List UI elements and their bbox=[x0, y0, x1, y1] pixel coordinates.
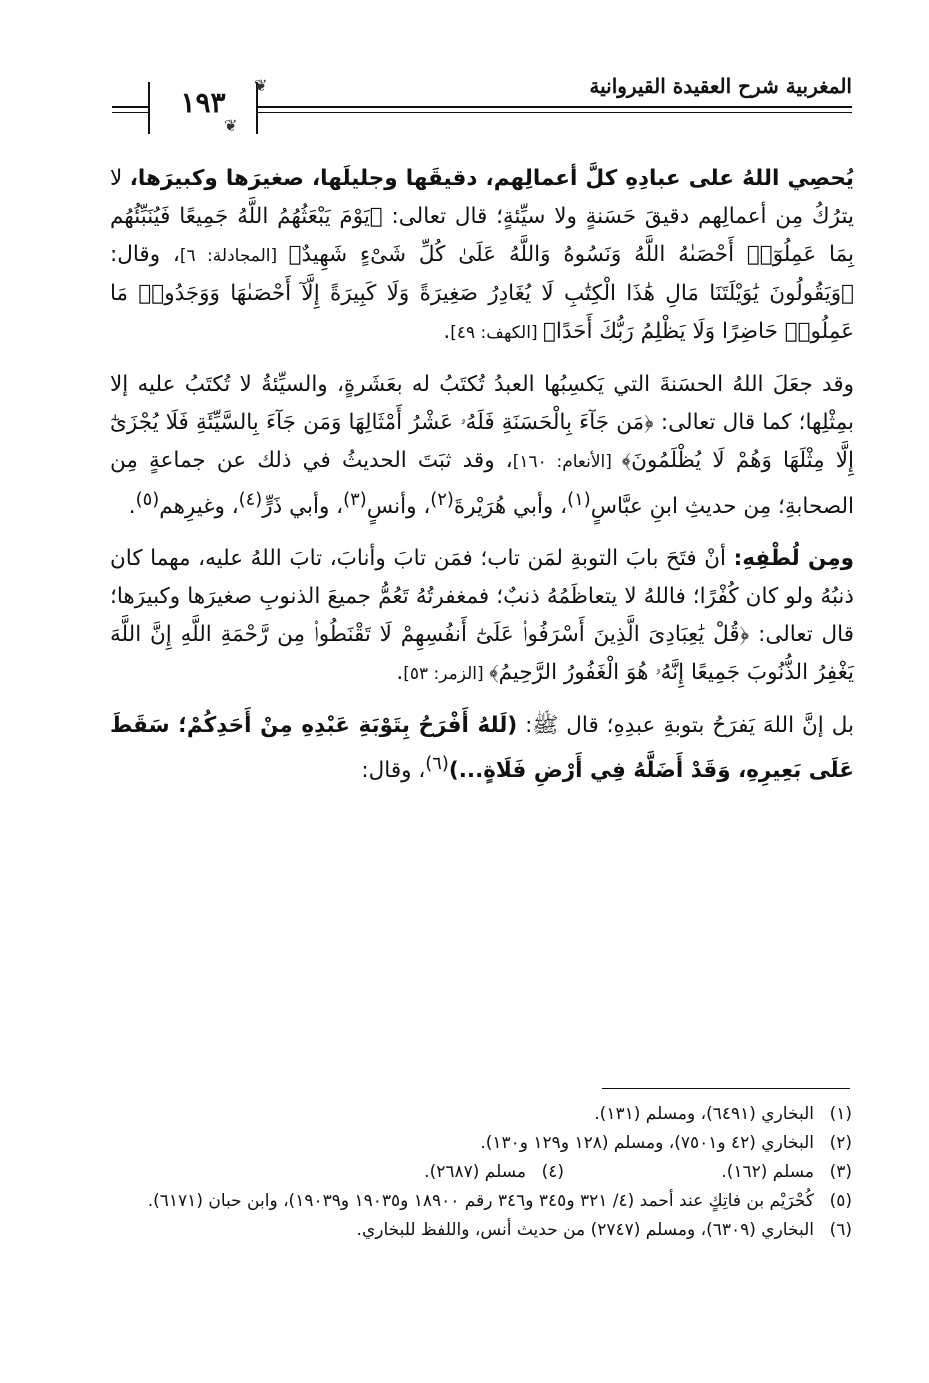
text: ، وأنسٍ bbox=[366, 494, 431, 520]
footnote-marker[interactable]: (٣) bbox=[343, 489, 367, 510]
text: . bbox=[396, 660, 404, 686]
paragraph-3 bbox=[110, 540, 854, 693]
footnote bbox=[110, 1100, 852, 1129]
ornament-icon: ❦ bbox=[254, 76, 268, 95]
footnote-number: (٦) bbox=[829, 1220, 852, 1240]
text: ، وأبي ذَرٍّ bbox=[262, 494, 344, 520]
verse-reference: [الأنعام: ١٦٠] bbox=[512, 452, 622, 472]
text: بل إنَّ اللهَ يَفرَحُ بتوبةِ عبدِهِ؛ قال ﷺ: bbox=[517, 713, 854, 739]
text: . bbox=[443, 319, 451, 344]
footnote bbox=[110, 1158, 852, 1187]
text: ، وقال: bbox=[110, 242, 180, 267]
quran-verse: ﴿مَن جَآءَ بِالْحَسَنَةِ فَلَهُۥ عَشْرُ أَمْثَالِهَا وَمَن جَآءَ بِالسَّيِّئَةِ فَلَا يُجْزَىٰٓ إِلَّا مِثْلَهَا وَهُمْ لَا يُظْلَمُونَ﴾ bbox=[110, 410, 854, 473]
text: ، وغيرِهم bbox=[159, 494, 239, 520]
ornament-icon: ❦ bbox=[224, 116, 238, 135]
main-text bbox=[110, 160, 854, 790]
footnotes bbox=[110, 1100, 852, 1245]
footnote-marker[interactable]: (٦) bbox=[425, 753, 449, 775]
page-number: ١٩٣ bbox=[180, 86, 226, 119]
text: وقد جعَلَ اللهُ الحسَنةَ التي يَكسِبُها العبدُ تُكتَبُ له بعَشَرةٍ، والسيِّئةُ لا تُكتَبُ عليه إلا بمِثْلِها؛ كما قال تعالى: bbox=[110, 372, 854, 435]
text: ، وأبي هُرَيْرةَ bbox=[453, 494, 568, 520]
footnote-separator bbox=[602, 1088, 850, 1089]
page-header bbox=[112, 76, 852, 136]
quran-verse: ﴿قُلْ يَٰعِبَادِىَ الَّذِينَ أَسْرَفُوا۟ عَلَىٰٓ أَنفُسِهِمْ لَا تَقْنَطُوا۟ مِن رَّحْمَةِ اللَّهِ إِنَّ اللَّهَ يَغْفِرُ الذُّنُوبَ جَمِيعًا إِنَّهُۥ هُوَ الْغَفُورُ الرَّحِيمُ﴾ bbox=[110, 622, 854, 686]
footnote-number: (٤) bbox=[541, 1162, 564, 1182]
text: لا يترُكُ مِن أعمالِهم دقيقَ حَسَنةٍ ولا سيِّئةٍ؛ قال تعالى: bbox=[110, 166, 854, 229]
footnote-text: البخاري (٦٣٠٩)، ومسلم (٢٧٤٧) من حديث أنس، واللفظ للبخاري. bbox=[356, 1220, 814, 1240]
paragraph-2 bbox=[110, 366, 854, 526]
footnote-text: البخاري (٤٢ و٧٥٠١)، ومسلم (١٢٨ و١٢٩ و١٣٠). bbox=[480, 1133, 814, 1153]
running-title: المغربية شرح العقيدة القيروانية bbox=[579, 74, 852, 98]
footnote-number: (٣) bbox=[829, 1162, 852, 1182]
footnote-number: (١) bbox=[829, 1104, 852, 1124]
footnote-number: (٢) bbox=[829, 1133, 852, 1153]
footnote bbox=[110, 1129, 852, 1158]
footnote bbox=[110, 1187, 852, 1216]
quran-verse: ﴿وَيَقُولُونَ يَٰوَيْلَتَنَا مَالِ هَٰذَا الْكِتَٰبِ لَا يُغَادِرُ صَغِيرَةً وَلَا كَبِيرَةً إِلَّآ أَحْصَىٰهَا وَوَجَدُوا۟ مَا عَمِلُوا۟ حَاضِرًا وَلَا يَظْلِمُ رَبُّكَ أَحَدًا﴾ bbox=[110, 281, 854, 344]
paragraph-1 bbox=[110, 160, 854, 352]
verse-reference: [المجادلة: ٦] bbox=[179, 246, 289, 266]
footnote-number: (٥) bbox=[829, 1191, 852, 1211]
footnote-marker[interactable]: (٤) bbox=[238, 489, 263, 510]
verse-reference: [الزمر: ٥٣] bbox=[403, 664, 490, 685]
footnote-text: مسلم (١٦٢). bbox=[721, 1162, 814, 1182]
page-number-box bbox=[148, 82, 258, 134]
hadith-text: (لَلهُ أَفْرَحُ بِتَوْبَةِ عَبْدِهِ مِنْ أَحَدِكُمْ؛ سَقَطَ عَلَى بَعِيرِهِ، وَقَدْ أَضَلَّهُ فِي أَرْضِ فَلَاةٍ...) bbox=[110, 713, 854, 784]
footnote bbox=[110, 1216, 852, 1245]
text: ، وقال: bbox=[361, 758, 426, 784]
footnote-text: البخاري (٦٤٩١)، ومسلم (١٣١). bbox=[594, 1104, 814, 1124]
verse-reference: [الكهف: ٤٩] bbox=[450, 323, 543, 343]
text: أنْ فتَحَ بابَ التوبةِ لمَن تاب؛ فمَن تابَ وأنابَ، تابَ اللهُ عليه، مهما كان ذنبُهُ ولو كان كُفْرًا؛ فاللهُ لا يتعاظَمُهُ ذنبٌ؛ فمغفرتُهُ تَعُمُّ جميعَ الذنوبِ صغيرَها وكبيرَها؛ قال تعالى: bbox=[110, 546, 854, 648]
paragraph-4 bbox=[110, 707, 854, 790]
footnote-marker[interactable]: (١) bbox=[567, 489, 591, 510]
lead-bold: ومِن لُطْفِهِ: bbox=[733, 546, 854, 572]
footnote-marker[interactable]: (٥) bbox=[135, 489, 160, 510]
footnote-text: مسلم (٢٦٨٧). bbox=[424, 1162, 526, 1182]
text: ، وقد ثبَتَ الحديثُ في ذلك عن جماعةٍ مِن الصحابةِ؛ مِن حديثِ ابنِ عبَّاسٍ bbox=[110, 448, 854, 520]
intro-bold: يُحصِي اللهُ على عبادِهِ كلَّ أعمالِهم، دقيقَها وجليلَها، صغيرَها وكبيرَها، bbox=[129, 166, 854, 191]
footnote-marker[interactable]: (٢) bbox=[430, 489, 454, 510]
text: . bbox=[128, 494, 136, 520]
footnote-text: كُحْرَيْم بن فاتِكٍ عند أحمد (٤/ ٣٢١ و٣٤٥ و٣٤٦ رقم ١٨٩٠٠ و١٩٠٣٥ و١٩٠٣٩)، وابن حبان (٦١٧١). bbox=[147, 1191, 814, 1211]
quran-verse: ﴿يَوْمَ يَبْعَثُهُمُ اللَّهُ جَمِيعًا فَيُنَبِّئُهُم بِمَا عَمِلُوٓا۟ أَحْصَىٰهُ اللَّهُ وَنَسُوهُ وَاللَّهُ عَلَىٰ كُلِّ شَىْءٍ شَهِيدٌ﴾ bbox=[110, 204, 854, 267]
